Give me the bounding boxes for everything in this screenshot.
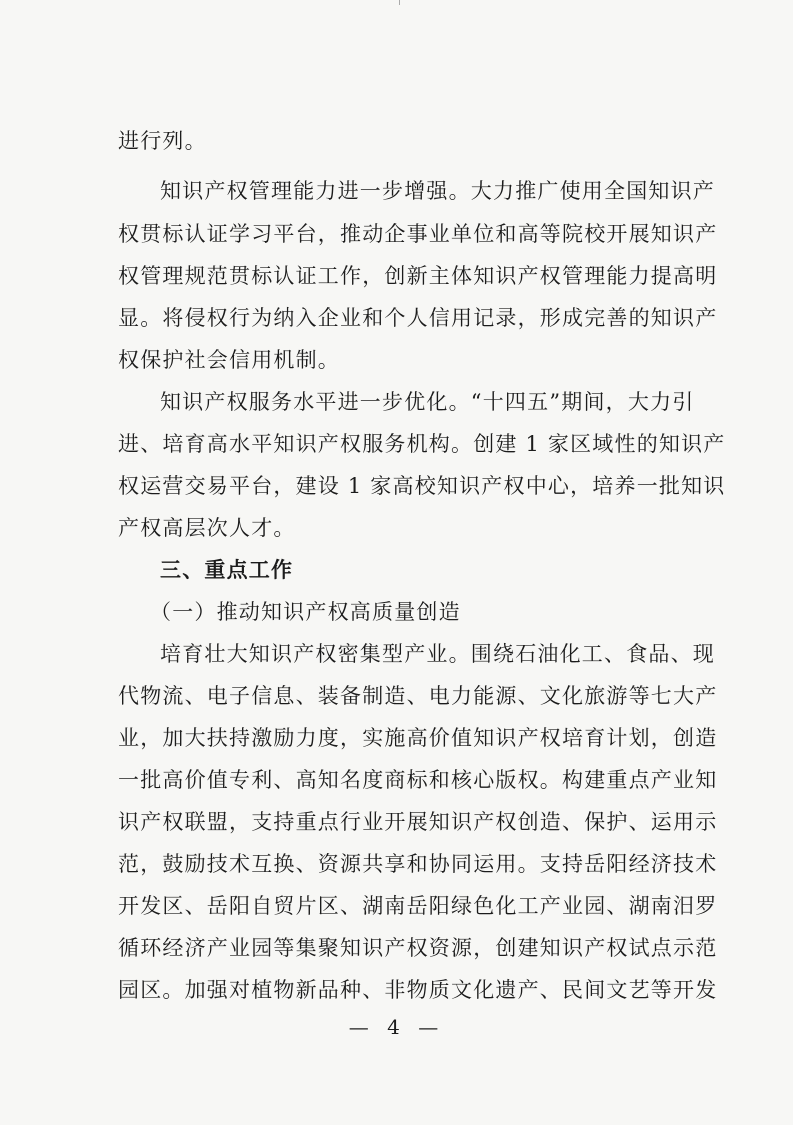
- scan-mark: [399, 0, 400, 5]
- text-line: 识产权联盟，支持重点行业开展知识产权创造、保护、运用示: [118, 810, 718, 834]
- text-line: 权管理规范贯标认证工作，创新主体知识产权管理能力提高明: [118, 264, 718, 288]
- text-line: 知识产权管理能力进一步增强。大力推广使用全国知识产: [160, 179, 715, 203]
- text-line: 产权高层次人才。: [118, 516, 296, 540]
- text-line: 循环经济产业园等集聚知识产权资源，创建知识产权试点示范: [118, 936, 718, 960]
- subsection-heading: （一）推动知识产权高质量创造: [150, 600, 461, 624]
- text-line: 业，加大扶持激励力度，实施高价值知识产权培育计划，创造: [118, 726, 718, 750]
- text-line: 代物流、电子信息、装备制造、电力能源、文化旅游等七大产: [118, 684, 718, 708]
- text-line: 进行列。: [118, 129, 207, 153]
- text-line: 进、培育高水平知识产权服务机构。创建 1 家区域性的知识产: [118, 432, 726, 456]
- text-line: 知识产权服务水平进一步优化。“十四五”期间，大力引: [160, 390, 695, 414]
- text-line: 培育壮大知识产权密集型产业。围绕石油化工、食品、现: [160, 642, 715, 666]
- text-line: 权贯标认证学习平台，推动企事业单位和高等院校开展知识产: [118, 222, 718, 246]
- text-line: 权运营交易平台，建设 1 家高校知识产权中心，培养一批知识: [118, 474, 726, 498]
- section-heading: 三、重点工作: [160, 558, 294, 582]
- text-line: 范，鼓励技术互换、资源共享和协同运用。支持岳阳经济技术: [118, 852, 718, 876]
- text-line: 园区。加强对植物新品种、非物质文化遗产、民间文艺等开发: [118, 978, 718, 1002]
- text-line: 开发区、岳阳自贸片区、湖南岳阳绿色化工产业园、湖南汨罗: [118, 894, 718, 918]
- text-line: 一批高价值专利、高知名度商标和核心版权。构建重点产业知: [118, 768, 718, 792]
- page-number: — 4 —: [348, 1015, 445, 1039]
- text-line: 显。将侵权行为纳入企业和个人信用记录，形成完善的知识产: [118, 306, 718, 330]
- text-line: 权保护社会信用机制。: [118, 348, 340, 372]
